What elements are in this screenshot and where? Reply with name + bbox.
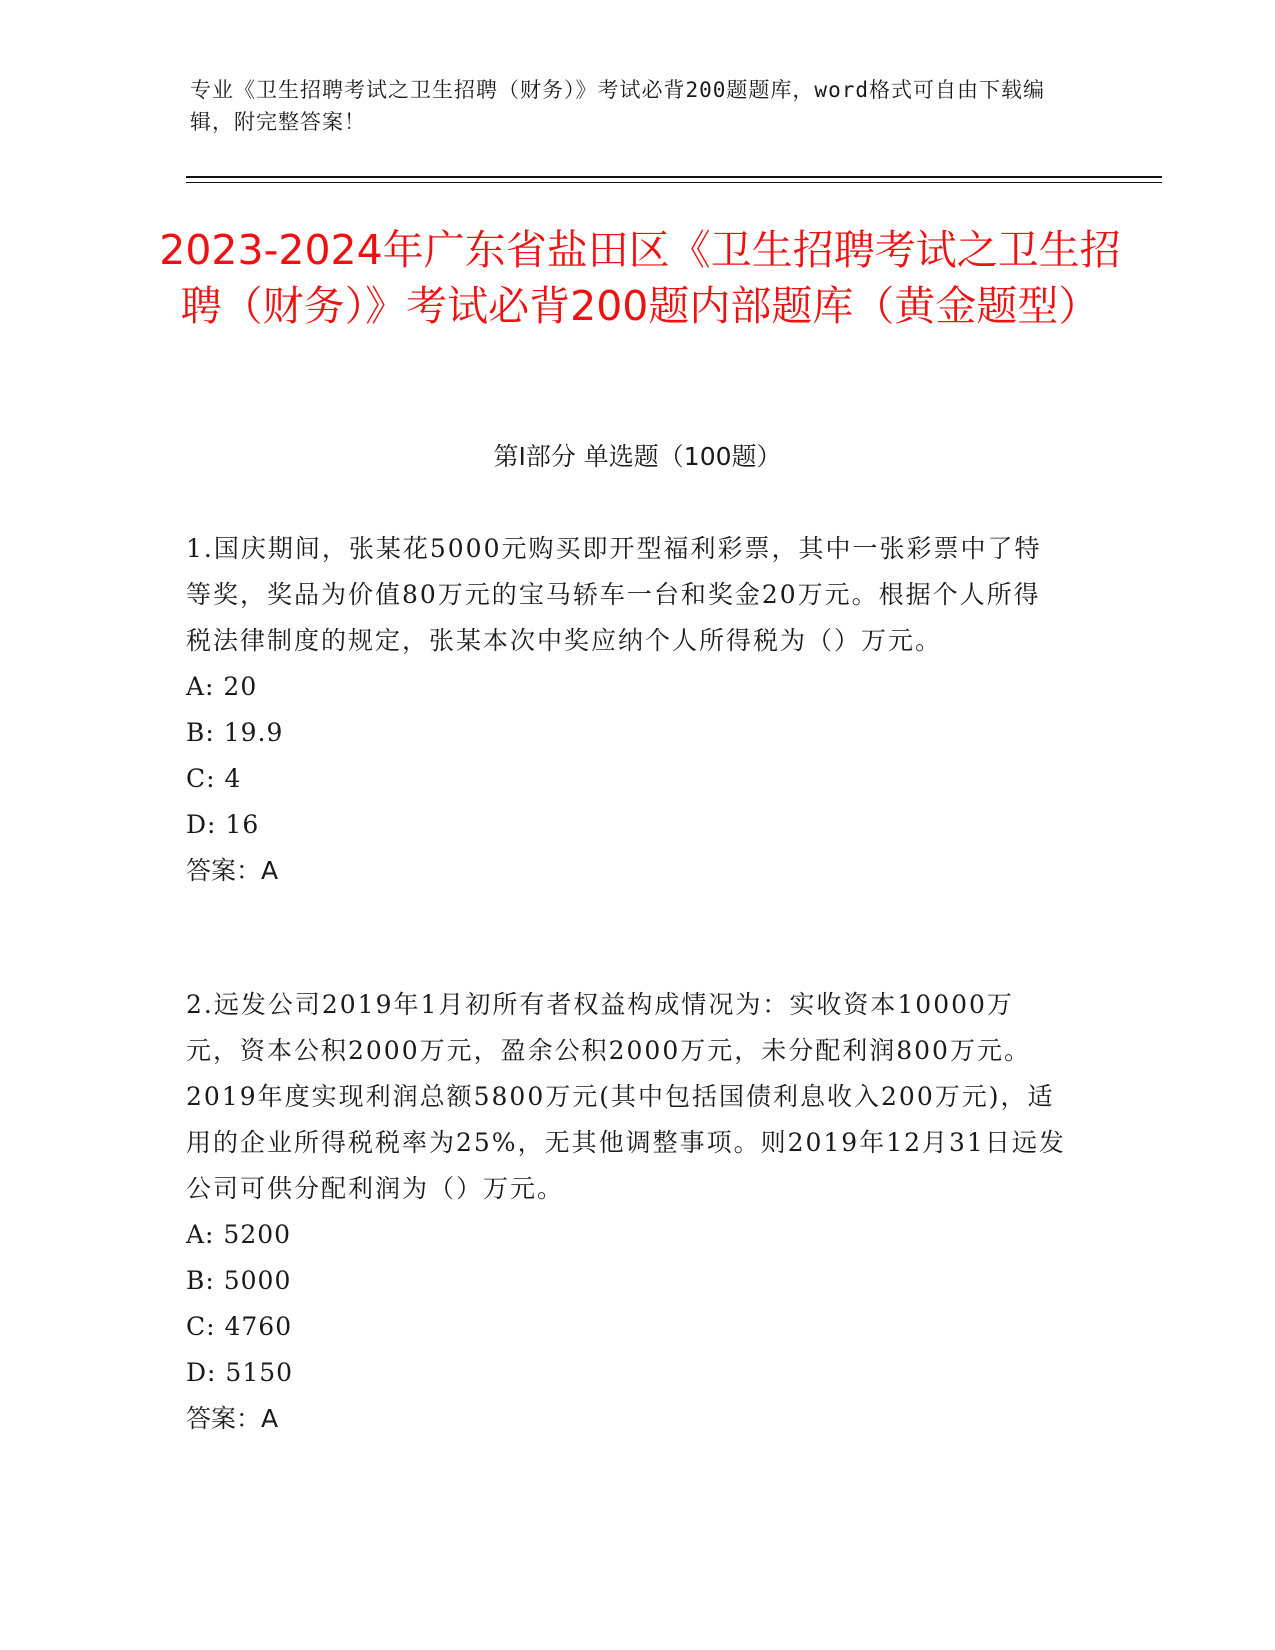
answer-line: 答案：A <box>186 856 279 885</box>
option-d: D: 5150 <box>186 1358 294 1387</box>
option-c: C: 4 <box>186 764 242 793</box>
option-b: B: 5000 <box>186 1266 292 1295</box>
document-title: 2023-2024年广东省盐田区《卫生招聘考试之卫生招聘（财务）》考试必背200题内部题库（黄金题型） <box>159 226 1121 330</box>
section-title: 第I部分 单选题（100题） <box>493 442 782 471</box>
header-note: 专业《卫生招聘考试之卫生招聘（财务）》考试必背200题题库，word格式可自由下载编辑，附完整答案！ <box>190 78 1045 134</box>
question-stem: 2.远发公司2019年1月初所有者权益构成情况为：实收资本10000万元，资本公积2000万元，盈余公积2000万元，未分配利润800万元。2019年度实现利润总额5800万元(其中包括国债利息收入200万元)，适用的企业所得税税率为25%，无其他调整事项。则2019年12月31日远发公司可供分配利润为（）万元。 <box>186 990 1066 1203</box>
question-2 <box>186 982 1066 1442</box>
option-a: A: 20 <box>186 672 258 701</box>
option-a: A: 5200 <box>186 1220 292 1249</box>
question-stem: 1.国庆期间，张某花5000元购买即开型福利彩票，其中一张彩票中了特等奖，奖品为价值80万元的宝马轿车一台和奖金20万元。根据个人所得税法律制度的规定，张某本次中奖应纳个人所得税为（）万元。 <box>186 534 1042 655</box>
option-d: D: 16 <box>186 810 260 839</box>
question-1 <box>186 526 1066 894</box>
header-divider-thin <box>186 182 1162 183</box>
header-divider-thick <box>186 176 1162 178</box>
answer-line: 答案：A <box>186 1404 279 1433</box>
option-c: C: 4760 <box>186 1312 293 1341</box>
option-b: B: 19.9 <box>186 718 284 747</box>
